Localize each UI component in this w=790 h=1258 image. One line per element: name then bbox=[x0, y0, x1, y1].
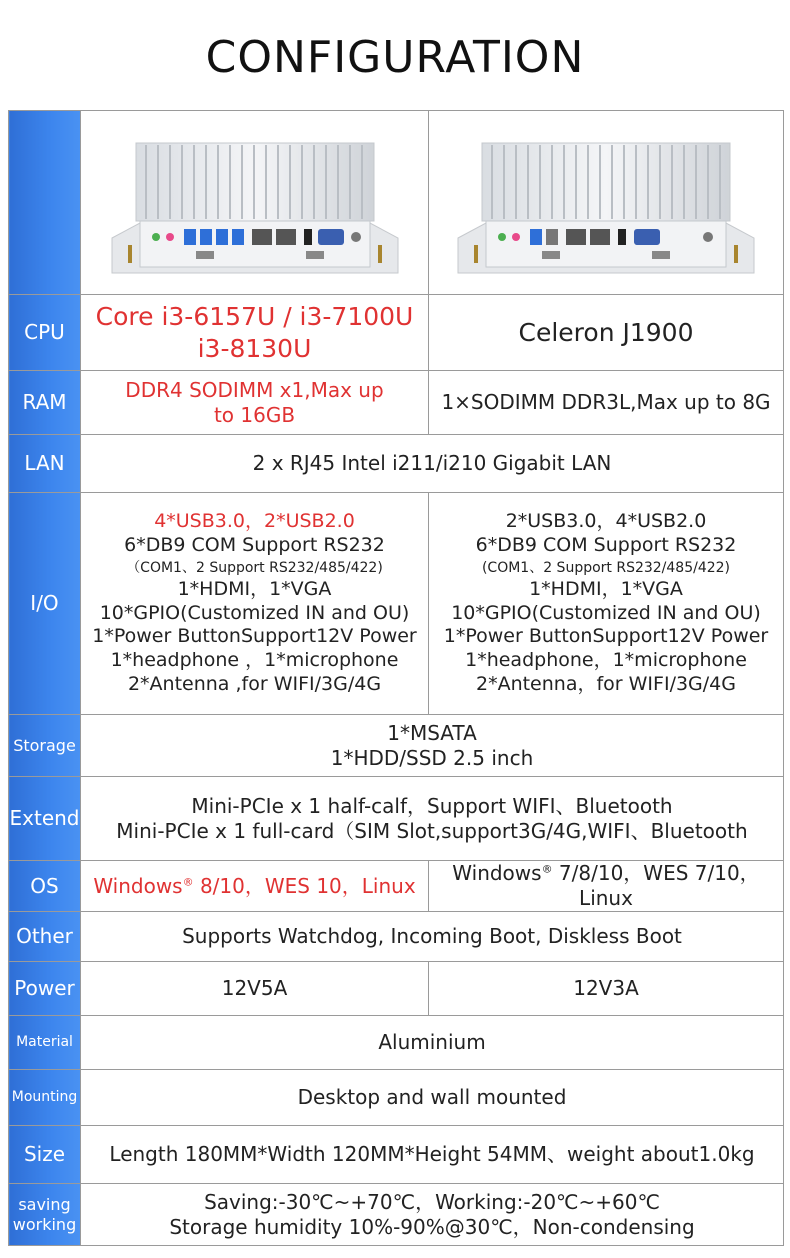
label-other: Other bbox=[9, 912, 81, 962]
row-os bbox=[9, 861, 784, 912]
label-saving-line-1: saving bbox=[18, 1194, 71, 1214]
extend-line-1: Mini-PCIe x 1 half-calf，Support WIFI、Bluetooth bbox=[191, 793, 673, 818]
io-left-com-note: （COM1、2 Support RS232/485/422) bbox=[126, 559, 383, 576]
os-right-reg: ® bbox=[541, 862, 553, 876]
storage-line-1: 1*MSATA bbox=[387, 720, 477, 745]
os-right-pre: Windows bbox=[452, 861, 542, 885]
row-extend bbox=[9, 777, 784, 861]
io-left-audio: 1*headphone ，1*microphone bbox=[110, 649, 399, 672]
extend-value bbox=[81, 777, 784, 861]
row-cpu bbox=[9, 295, 784, 371]
spec-table bbox=[8, 110, 784, 1246]
label-extend: Extend bbox=[9, 777, 81, 861]
extend-line-2: Mini-PCIe x 1 full-card（SIM Slot,support3G/4G,WIFI、Bluetooth bbox=[116, 818, 748, 843]
io-right-usb: 2*USB3.0，4*USB2.0 bbox=[505, 510, 707, 533]
os-left-pre: Windows bbox=[93, 873, 183, 898]
saving-line-2: Storage humidity 10%-90%@30℃，Non-condensing bbox=[169, 1214, 695, 1239]
io-right-gpio: 10*GPIO(Customized IN and OU) bbox=[451, 601, 761, 624]
label-material: Material bbox=[9, 1016, 81, 1070]
power-right: 12V3A bbox=[429, 962, 784, 1016]
cpu-left-line-1: Core i3-6157U / i3-7100U bbox=[95, 302, 414, 332]
cpu-left-line-2: i3-8130U bbox=[197, 333, 312, 363]
page-title: CONFIGURATION bbox=[205, 32, 585, 83]
io-left-gpio: 10*GPIO(Customized IN and OU) bbox=[99, 601, 410, 624]
io-left-power: 1*Power ButtonSupport12V Power bbox=[92, 625, 417, 648]
label-os: OS bbox=[9, 861, 81, 912]
io-right bbox=[429, 493, 784, 715]
io-right-com-note: (COM1、2 Support RS232/485/422) bbox=[481, 559, 731, 576]
row-mounting bbox=[9, 1070, 784, 1126]
os-right-post: 7/8/10，WES 7/10，Linux bbox=[552, 861, 760, 910]
ram-left-line-2: to 16GB bbox=[213, 402, 296, 427]
row-ram bbox=[9, 371, 784, 435]
image-row bbox=[9, 111, 784, 295]
material-value: Aluminium bbox=[81, 1016, 784, 1070]
row-size bbox=[9, 1126, 784, 1184]
row-io bbox=[9, 493, 784, 715]
io-left-com: 6*DB9 COM Support RS232 bbox=[124, 534, 385, 557]
mini-pc-image-left bbox=[100, 123, 410, 283]
io-left-antenna: 2*Antenna ,for WIFI/3G/4G bbox=[127, 672, 382, 695]
row-material bbox=[9, 1016, 784, 1070]
ram-right: 1×SODIMM DDR3L,Max up to 8G bbox=[429, 371, 784, 435]
os-left-post: 8/10，WES 10，Linux bbox=[193, 873, 416, 898]
storage-line-2: 1*HDD/SSD 2.5 inch bbox=[330, 745, 534, 770]
image-row-label bbox=[9, 111, 81, 295]
row-power bbox=[9, 962, 784, 1016]
saving-line-1: Saving:-30℃~+70℃，Working:-20℃~+60℃ bbox=[204, 1189, 660, 1214]
cpu-right: Celeron J1900 bbox=[429, 295, 784, 371]
io-left-usb: 4*USB3.0，2*USB2.0 bbox=[154, 510, 355, 533]
io-right-audio: 1*headphone，1*microphone bbox=[465, 649, 747, 672]
ram-left bbox=[81, 371, 429, 435]
product-image-left bbox=[81, 111, 429, 295]
label-size: Size bbox=[9, 1126, 81, 1184]
size-value: Length 180MM*Width 120MM*Height 54MM、weight about1.0kg bbox=[81, 1126, 784, 1184]
label-cpu: CPU bbox=[9, 295, 81, 371]
io-right-antenna: 2*Antenna，for WIFI/3G/4G bbox=[475, 672, 736, 695]
label-saving bbox=[9, 1184, 81, 1246]
mounting-value: Desktop and wall mounted bbox=[81, 1070, 784, 1126]
lan-value: 2 x RJ45 Intel i211/i210 Gigabit LAN bbox=[81, 435, 784, 493]
mini-pc-image-right bbox=[446, 123, 766, 283]
label-storage: Storage bbox=[9, 715, 81, 777]
ram-left-line-1: DDR4 SODIMM x1,Max up bbox=[125, 377, 384, 402]
label-mounting: Mounting bbox=[9, 1070, 81, 1126]
cpu-left bbox=[81, 295, 429, 371]
row-other bbox=[9, 912, 784, 962]
label-io: I/O bbox=[9, 493, 81, 715]
os-left-reg: ® bbox=[182, 874, 194, 888]
storage-value bbox=[81, 715, 784, 777]
label-lan: LAN bbox=[9, 435, 81, 493]
os-left bbox=[81, 861, 429, 912]
label-saving-line-2: working bbox=[12, 1214, 77, 1234]
label-ram: RAM bbox=[9, 371, 81, 435]
power-left: 12V5A bbox=[81, 962, 429, 1016]
row-lan bbox=[9, 435, 784, 493]
os-right bbox=[429, 861, 784, 912]
row-storage bbox=[9, 715, 784, 777]
io-right-video: 1*HDMI，1*VGA bbox=[529, 577, 683, 600]
label-power: Power bbox=[9, 962, 81, 1016]
io-left-video: 1*HDMI，1*VGA bbox=[177, 577, 332, 600]
io-left bbox=[81, 493, 429, 715]
io-right-power: 1*Power ButtonSupport12V Power bbox=[443, 625, 769, 648]
product-image-right bbox=[429, 111, 784, 295]
io-right-com: 6*DB9 COM Support RS232 bbox=[475, 534, 737, 557]
other-value: Supports Watchdog, Incoming Boot, Diskless Boot bbox=[81, 912, 784, 962]
row-saving bbox=[9, 1184, 784, 1246]
saving-value bbox=[81, 1184, 784, 1246]
